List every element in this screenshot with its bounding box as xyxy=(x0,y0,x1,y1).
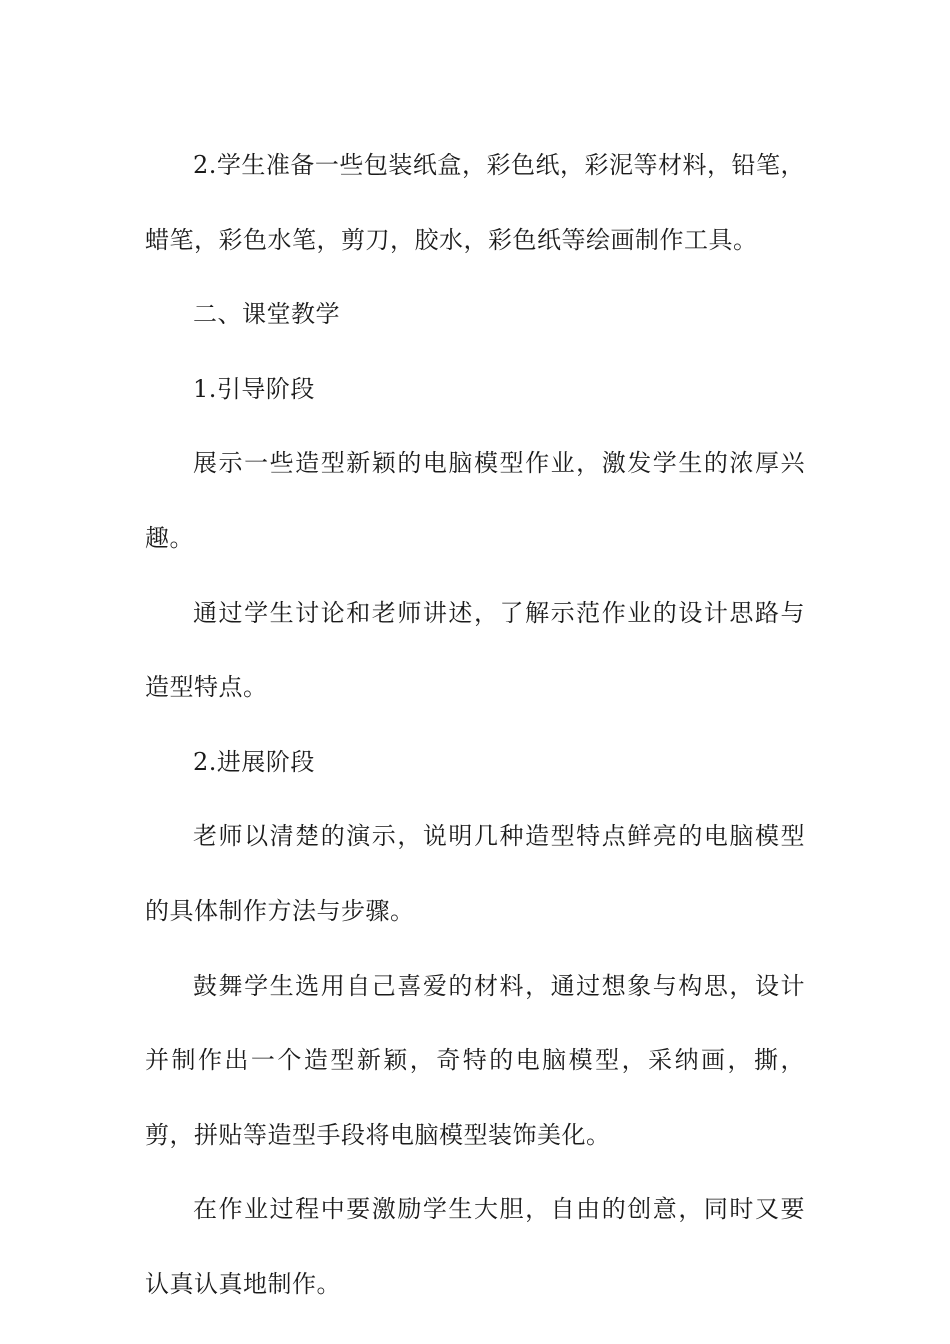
paragraph-discussion: 通过学生讨论和老师讲述，了解示范作业的设计思路与造型特点。 xyxy=(145,598,805,702)
paragraph-show-examples: 展示一些造型新颖的电脑模型作业，激发学生的浓厚兴趣。 xyxy=(145,449,805,552)
paragraph-encourage-design: 鼓舞学生选用自己喜爱的材料，通过想象与构思，设计并制作出一个造型新颖，奇特的电脑模型，采纳画，撕，剪，拼贴等造型手段将电脑模型装饰美化。 xyxy=(145,971,805,1149)
document-body xyxy=(145,128,805,1322)
paragraph-materials: 2.学生准备一些包装纸盒，彩色纸，彩泥等材料，铅笔，蜡笔，彩色水笔，剪刀，胶水，彩色纸等绘画制作工具。 xyxy=(145,151,805,254)
subheading-guidance-stage: 1.引导阶段 xyxy=(193,374,315,403)
paragraph-demonstration: 老师以清楚的演示，说明几种造型特点鲜亮的电脑模型的具体制作方法与步骤。 xyxy=(145,822,805,925)
section-heading-classroom-teaching: 二、课堂教学 xyxy=(193,300,340,329)
subheading-progress-stage: 2.进展阶段 xyxy=(193,747,315,776)
paragraph-creativity: 在作业过程中要激励学生大胆，自由的创意，同时又要认真认真地制作。 xyxy=(145,1195,805,1298)
